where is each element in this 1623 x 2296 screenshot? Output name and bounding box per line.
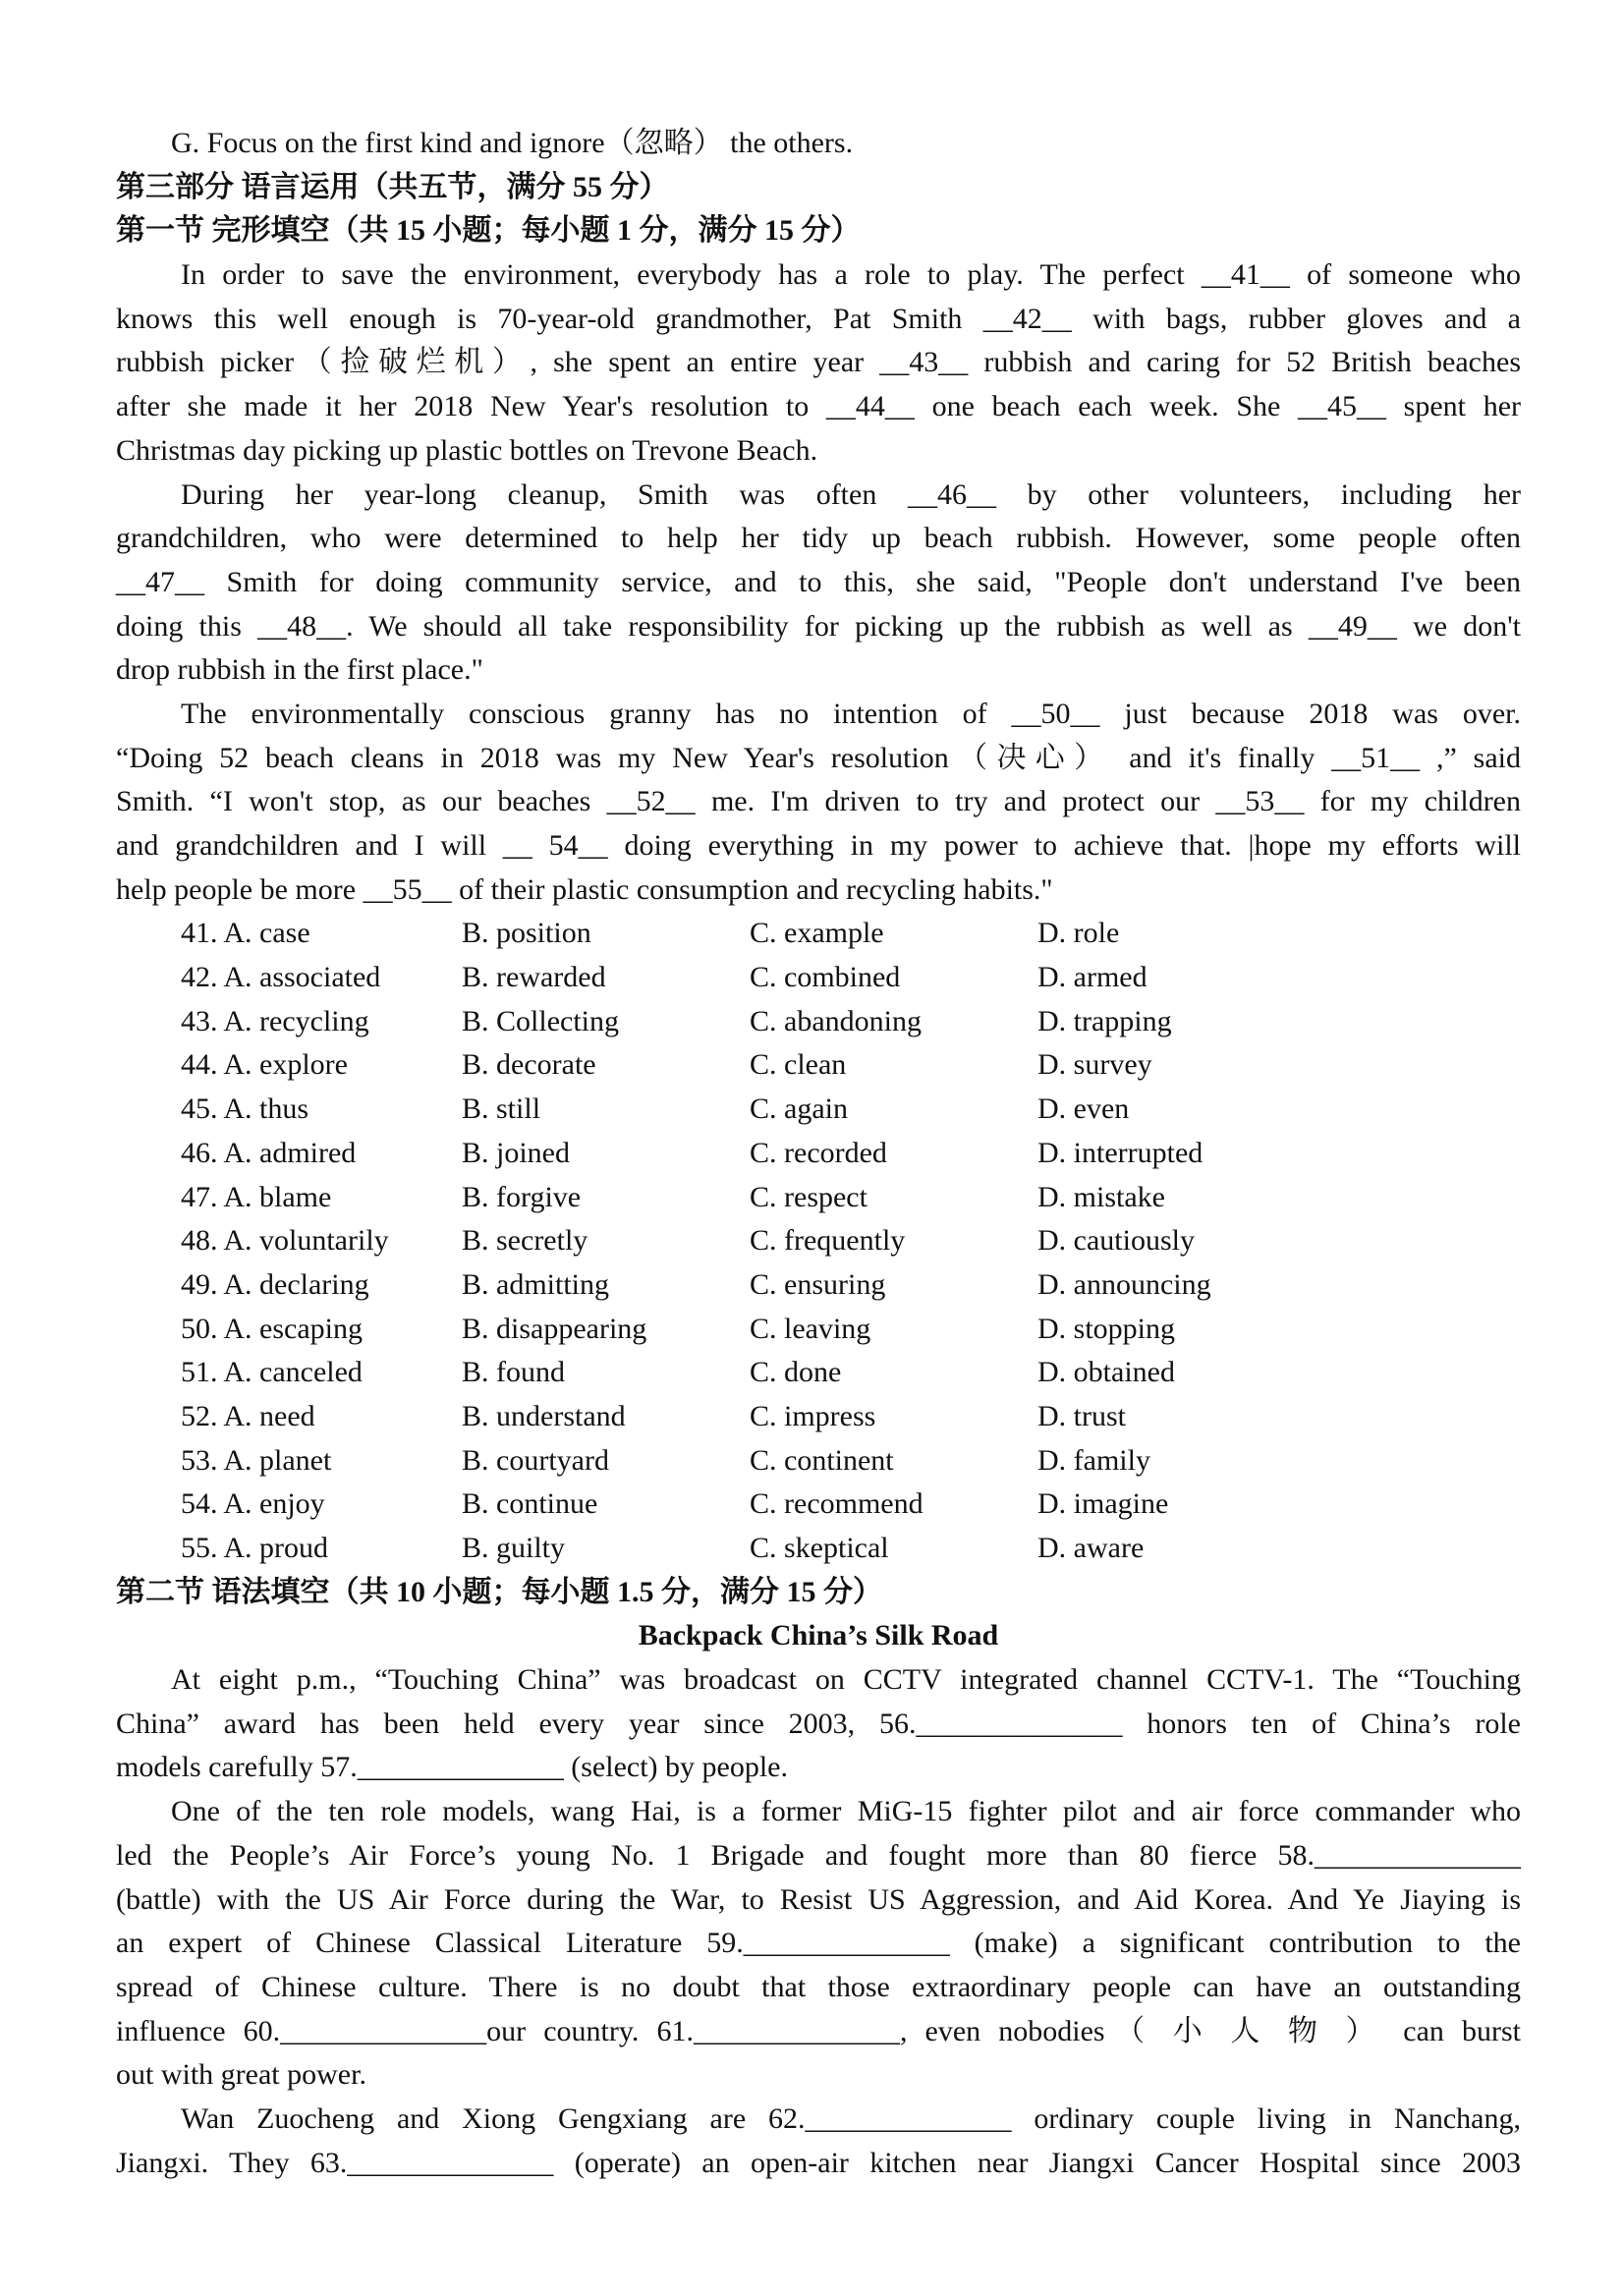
text-line: One of the ten role models, wang Hai, is a former MiG-15 fighter pilot and air force commander who — [171, 1795, 1521, 1828]
subsection-heading: 第二节 语法填空（共 10 小题；每小题 1.5 分，满分 15 分） — [116, 1575, 882, 1608]
text-line: G. Focus on the first kind and ignore（忽略） the others. — [171, 127, 854, 159]
option-d: D. even — [1037, 1092, 1130, 1126]
option-a: 52. A. need — [181, 1399, 315, 1432]
option-row — [116, 1176, 1521, 1220]
text-line: grandchildren, who were determined to help her tidy up beach rubbish. However, some people often — [116, 522, 1521, 555]
text-line: an expert of Chinese Classical Literature 59.______________ (make) a significant contribution to the — [116, 1927, 1521, 1960]
option-c: C. impress — [750, 1399, 876, 1432]
passage-title: Backpack China’s Silk Road — [638, 1619, 999, 1652]
text-line: China” award has been held every year since 2003, 56.______________ honors ten of China’s role — [116, 1707, 1521, 1740]
option-row — [116, 1132, 1521, 1176]
option-c: C. continent — [750, 1443, 894, 1477]
option-row — [116, 1527, 1521, 1571]
options-list — [116, 912, 1521, 1570]
option-row — [116, 912, 1521, 956]
section-heading: 第三部分 语言运用（共五节，满分 55 分） — [116, 170, 669, 203]
subsection-heading: 第一节 完形填空（共 15 小题；每小题 1 分，满分 15 分） — [116, 214, 861, 248]
text-line: “Doing 52 beach cleans in 2018 was my New Year's resolution（决心） and it's finally __51__ ,” said — [116, 741, 1521, 774]
text-line: At eight p.m., “Touching China” was broadcast on CCTV integrated channel CCTV-1. The “Touching — [171, 1663, 1521, 1697]
option-b: B. rewarded — [462, 961, 606, 994]
text-line: after she made it her 2018 New Year's resolution to __44__ one beach each week. She __45__ spent her — [116, 390, 1521, 423]
option-b: B. understand — [462, 1399, 626, 1432]
option-b: B. decorate — [462, 1048, 596, 1082]
option-row — [116, 1263, 1521, 1308]
option-b: B. admitting — [462, 1267, 609, 1301]
option-row — [116, 1483, 1521, 1527]
option-d: D. family — [1037, 1443, 1150, 1477]
option-b: B. secretly — [462, 1224, 588, 1258]
option-a: 47. A. blame — [181, 1180, 332, 1213]
option-c: C. recorded — [750, 1136, 887, 1169]
option-b: B. found — [462, 1356, 565, 1389]
option-b: B. forgive — [462, 1180, 582, 1213]
text-line: influence 60.______________our country. 61.______________, even nobodies（ 小 人 物 ） can burst — [116, 2014, 1521, 2047]
option-d: D. trapping — [1037, 1004, 1172, 1037]
option-c: C. respect — [750, 1180, 867, 1213]
text-line: and grandchildren and I will __ 54__ doing everything in my power to achieve that. |hope my efforts will — [116, 829, 1521, 862]
option-a: 46. A. admired — [181, 1136, 357, 1169]
option-c: C. again — [750, 1092, 848, 1126]
option-b: B. Collecting — [462, 1004, 619, 1037]
option-row — [116, 1043, 1521, 1088]
option-d: D. survey — [1037, 1048, 1152, 1082]
text-line: Christmas day picking up plastic bottles on Trevone Beach. — [116, 433, 818, 467]
option-c: C. clean — [750, 1048, 847, 1082]
option-c: C. abandoning — [750, 1004, 922, 1037]
option-c: C. skeptical — [750, 1532, 889, 1564]
text-line: (battle) with the US Air Force during the War, to Resist US Aggression, and Aid Korea. And Ye Jiaying is — [116, 1882, 1521, 1916]
option-d: D. aware — [1037, 1532, 1145, 1564]
text-line: doing this __48__. We should all take responsibility for picking up the rubbish as well as __49__ we don't — [116, 609, 1521, 643]
option-b: B. courtyard — [462, 1443, 609, 1477]
option-d: D. armed — [1037, 961, 1147, 994]
option-d: D. announcing — [1037, 1267, 1211, 1301]
option-a: 42. A. associated — [181, 961, 381, 994]
option-a: 54. A. enjoy — [181, 1487, 325, 1521]
option-a: 44. A. explore — [181, 1048, 348, 1082]
text-line: led the People’s Air Force’s young No. 1 Brigade and fought more than 80 fierce 58.______________ — [116, 1838, 1521, 1872]
exam-page — [116, 122, 1521, 2185]
option-a: 43. A. recycling — [181, 1004, 369, 1037]
text-line: In order to save the environment, everybody has a role to play. The perfect __41__ of someone who — [181, 258, 1521, 292]
option-c: C. done — [750, 1356, 842, 1389]
option-b: B. disappearing — [462, 1312, 647, 1345]
text-line: models carefully 57.______________ (select) by people. — [116, 1751, 788, 1784]
text-line: Smith. “I won't stop, as our beaches __52__ me. I'm driven to try and protect our __53__ for my children — [116, 785, 1521, 818]
option-row — [116, 1351, 1521, 1395]
text-line: Jiangxi. They 63.______________ (operate) an open-air kitchen near Jiangxi Cancer Hospital since 2003 — [116, 2146, 1521, 2179]
option-a: 48. A. voluntarily — [181, 1224, 389, 1258]
option-row — [116, 1088, 1521, 1132]
option-c: C. leaving — [750, 1312, 871, 1345]
option-d: D. mistake — [1037, 1180, 1165, 1213]
option-b: B. joined — [462, 1136, 570, 1169]
text-line: __47__ Smith for doing community service, and to this, she said, "People don't understand I've been — [116, 565, 1521, 598]
text-line: help people be more __55__ of their plastic consumption and recycling habits." — [116, 872, 1053, 906]
option-b: B. position — [462, 917, 591, 950]
option-d: D. imagine — [1037, 1487, 1169, 1521]
text-line: out with great power. — [116, 2058, 366, 2092]
text-line: drop rubbish in the first place." — [116, 653, 483, 687]
option-row — [116, 1219, 1521, 1263]
option-a: 55. A. proud — [181, 1532, 328, 1564]
option-row — [116, 1000, 1521, 1044]
option-d: D. stopping — [1037, 1312, 1176, 1345]
option-a: 53. A. planet — [181, 1443, 332, 1477]
option-b: B. continue — [462, 1487, 598, 1521]
text-line: Wan Zuocheng and Xiong Gengxiang are 62.______________ ordinary couple living in Nanchang, — [181, 2101, 1521, 2135]
option-d: D. trust — [1037, 1399, 1126, 1432]
option-d: D. role — [1037, 917, 1120, 950]
option-c: C. frequently — [750, 1224, 906, 1258]
text-line: During her year-long cleanup, Smith was often __46__ by other volunteers, including her — [181, 477, 1521, 511]
option-a: 41. A. case — [181, 917, 310, 950]
option-d: D. cautiously — [1037, 1224, 1195, 1258]
option-b: B. guilty — [462, 1532, 566, 1564]
option-d: D. obtained — [1037, 1356, 1175, 1389]
text-line: knows this well enough is 70-year-old grandmother, Pat Smith __42__ with bags, rubber gloves and a — [116, 302, 1521, 335]
option-row — [116, 1308, 1521, 1352]
option-row — [116, 1439, 1521, 1484]
option-a: 50. A. escaping — [181, 1312, 363, 1345]
option-c: C. example — [750, 917, 884, 950]
option-a: 49. A. declaring — [181, 1267, 369, 1301]
option-c: C. recommend — [750, 1487, 923, 1521]
option-a: 45. A. thus — [181, 1092, 309, 1126]
text-line: The environmentally conscious granny has no intention of __50__ just because 2018 was over. — [181, 697, 1521, 730]
option-a: 51. A. canceled — [181, 1356, 363, 1389]
option-c: C. ensuring — [750, 1267, 886, 1301]
text-line: spread of Chinese culture. There is no doubt that those extraordinary people can have an outstanding — [116, 1970, 1521, 2003]
option-b: B. still — [462, 1092, 541, 1126]
option-d: D. interrupted — [1037, 1136, 1203, 1169]
option-c: C. combined — [750, 961, 901, 994]
option-row — [116, 956, 1521, 1000]
option-row — [116, 1395, 1521, 1439]
text-line: rubbish picker（捡破烂机）, she spent an entire year __43__ rubbish and caring for 52 British beaches — [116, 346, 1521, 379]
